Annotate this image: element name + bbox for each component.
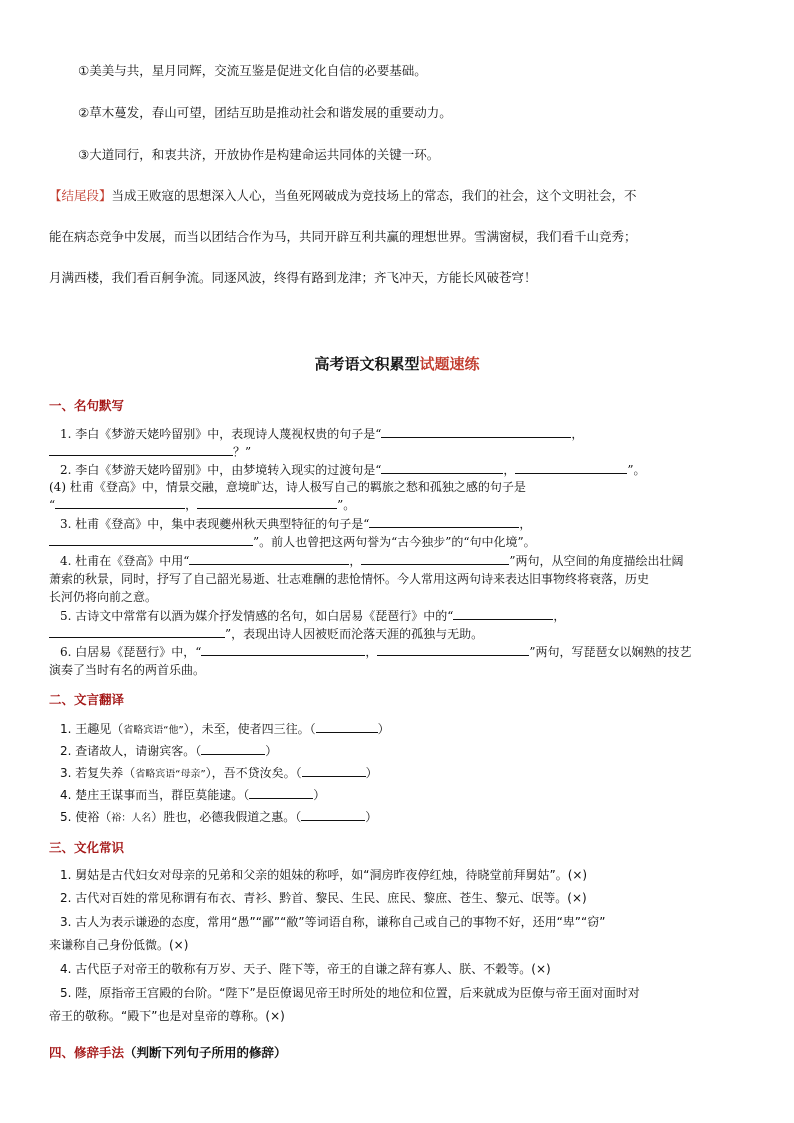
page-title-accent: 试题速练 — [419, 355, 480, 373]
answer-blank[interactable] — [515, 461, 627, 474]
section-heading-2: 二、文言翻译 — [49, 692, 125, 707]
answer-blank[interactable] — [369, 515, 519, 528]
closing-line-2: 能在病态竞争中发展，而当以团结合作为马，共同开辟互利共赢的理想世界。雪满窗棂，我们看千山竞秀； — [49, 229, 637, 244]
answer-blank[interactable] — [189, 552, 349, 565]
section-heading-1: 一、名句默写 — [49, 398, 125, 413]
answer-blank[interactable] — [302, 764, 366, 777]
closing-line-3: 月满西楼，我们看百舸争流。同逐风波，终得有路到龙津；齐飞冲天，方能长风破苍穹！ — [49, 270, 537, 285]
q3-item-4: 4. 古代臣子对帝王的敬称有万岁、天子、陛下等，帝王的自谦之辞有寡人、朕、不穀等。(×) — [60, 962, 551, 976]
closing-line-1: 【结尾段】当成王败寇的思想深入人心，当鱼死网破成为竞技场上的常态，我们的社会，这个文明社会，不 — [49, 188, 637, 203]
q1-item-4-line-1: 3. 杜甫《登高》中，集中表现夔州秋天典型特征的句子是“ ， — [60, 517, 532, 531]
answer-blank[interactable] — [49, 533, 253, 546]
q1-item-1-line-2: ？” — [49, 442, 251, 462]
answer-blank[interactable] — [201, 643, 365, 656]
q1-item-6-line-2: ”，表现出诗人因被贬而沦落天涯的孤独与无助。 — [49, 624, 483, 644]
q1-item-2: 2. 李白《梦游天姥吟留别》中，由梦境转入现实的过渡句是“ ， ”。 — [60, 463, 646, 477]
section-heading-3: 三、文化常识 — [49, 840, 125, 855]
q1-item-4-line-2: ”。前人也曾把这两句誉为“古今独步”的“句中化境”。 — [49, 532, 536, 552]
q1-item-5-line-2: 萧索的秋景，同时，抒写了自己韶光易逝、壮志难酬的悲怆情怀。今人常用这两句诗来表达旧事物终将衰落，历史 — [49, 572, 650, 586]
q3-item-3-line-2: 来谦称自己身份低微。(×) — [49, 938, 189, 952]
intro-point-2: ②草木蔓发，春山可望，团结互助是推动社会和谐发展的重要动力。 — [78, 105, 452, 120]
q2-item-1: 1. 王趣见（省略宾语“他”），未至，使者四三往。（ ） — [60, 722, 390, 736]
intro-point-3: ③大道同行，和衷共济，开放协作是构建命运共同体的关键一环。 — [78, 147, 440, 162]
q3-item-5-line-1: 5. 陛，原指帝王宫殿的台阶。“陛下”是臣僚谒见帝王时所处的地位和位置，后来就成为臣僚与帝王面对面时对 — [60, 986, 640, 1000]
q2-item-3: 3. 若复失养（省略宾语“母亲”），吾不贷汝矣。（ ） — [60, 766, 378, 780]
q1-item-3-line-1: (4) 杜甫《登高》中，情景交融，意境旷达，诗人极写自己的羁旅之愁和孤独之感的句子是 — [49, 480, 526, 494]
q1-item-1-line-1: 1. 李白《梦游天姥吟留别》中，表现诗人蔑视权贵的句子是“ ， — [60, 427, 584, 441]
answer-blank[interactable] — [201, 742, 265, 755]
answer-blank[interactable] — [361, 552, 509, 565]
q3-item-2: 2. 古代对百姓的常见称谓有布衣、青衫、黔首、黎民、生民、庶民、黎庶、苍生、黎元、氓等。(×) — [60, 891, 587, 905]
q1-item-5-line-3: 长河仍将向前之意。 — [49, 590, 158, 604]
answer-blank[interactable] — [55, 496, 185, 509]
q3-item-3-line-1: 3. 古人为表示谦逊的态度，常用“愚”“鄙”“敝”等词语自称，谦称自己或自己的事物不好，还用“卑”“窃” — [60, 915, 606, 929]
q2-item-2: 2. 查诸故人，请谢宾客。（ ） — [60, 744, 278, 758]
section-4-hint: （判断下列句子所用的修辞） — [124, 1045, 287, 1060]
answer-blank[interactable] — [197, 496, 337, 509]
answer-blank[interactable] — [381, 461, 503, 474]
closing-tag: 【结尾段】 — [49, 188, 112, 203]
q3-item-5-line-2: 帝王的敬称。“殿下”也是对皇帝的尊称。(×) — [49, 1009, 285, 1023]
page-title: 高考语文积累型试题速练 — [314, 355, 480, 373]
q2-item-4: 4. 楚庄王谋事而当，群臣莫能逮。（ ） — [60, 788, 326, 802]
answer-blank[interactable] — [381, 425, 571, 438]
answer-blank[interactable] — [301, 808, 365, 821]
answer-blank[interactable] — [453, 607, 553, 620]
q2-item-5: 5. 使裕（裕：人名）胜也，必德我假道之惠。（ ） — [60, 810, 378, 824]
q1-item-3-line-2: “ ， ”。 — [49, 498, 356, 512]
section-heading-4: 四、修辞手法（判断下列句子所用的修辞） — [49, 1045, 287, 1060]
answer-blank[interactable] — [377, 643, 529, 656]
q1-item-7-line-2: 演奏了当时有名的两首乐曲。 — [49, 663, 206, 677]
intro-point-1: ①美美与共，星月同辉，交流互鉴是促进文化自信的必要基础。 — [78, 63, 427, 78]
q1-item-6-line-1: 5. 古诗文中常常有以酒为媒介抒发情感的名句，如白居易《琵琶行》中的“ ， — [60, 609, 566, 623]
answer-blank[interactable] — [249, 786, 313, 799]
q3-item-1: 1. 舅姑是古代妇女对母亲的兄弟和父亲的姐妹的称呼，如“洞房昨夜停红烛，待晓堂前拜舅姑”。(×) — [60, 868, 588, 882]
answer-blank[interactable] — [316, 720, 378, 733]
answer-blank[interactable] — [49, 443, 233, 456]
answer-blank[interactable] — [49, 625, 225, 638]
q1-item-5-line-1: 4. 杜甫在《登高》中用“ ， ”两句，从空间的角度描绘出壮阔 — [60, 554, 684, 568]
q1-item-7-line-1: 6. 白居易《琵琶行》中，“ ， ”两句，写琵琶女以娴熟的技艺 — [60, 645, 692, 659]
